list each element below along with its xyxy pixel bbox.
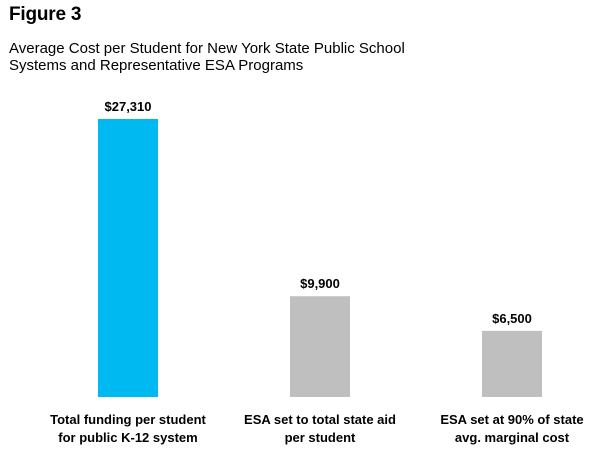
category-label-2-line-1: ESA set to total state aid [244, 412, 396, 427]
value-label-1: $27,310 [104, 99, 152, 114]
category-label-1-line-2: for public K-12 system [58, 430, 198, 445]
figure-label: Figure 3 [9, 4, 82, 25]
value-label-2: $9,900 [300, 276, 340, 292]
category-label-3-line-1: ESA set at 90% of state [440, 412, 584, 427]
chart-title-line-1: Average Cost per Student for New York State Public School [9, 40, 405, 57]
chart-title-line-2: Systems and Representative ESA Programs [9, 57, 304, 74]
value-label-3: $6,500 [492, 310, 532, 326]
category-label-1-line-1: Total funding per student [50, 412, 206, 427]
bar-1 [98, 119, 158, 397]
bar-3 [482, 331, 542, 397]
bar-2 [290, 296, 350, 397]
category-label-3-line-2: avg. marginal cost [454, 430, 570, 445]
category-label-2-line-2: per student [284, 430, 356, 445]
